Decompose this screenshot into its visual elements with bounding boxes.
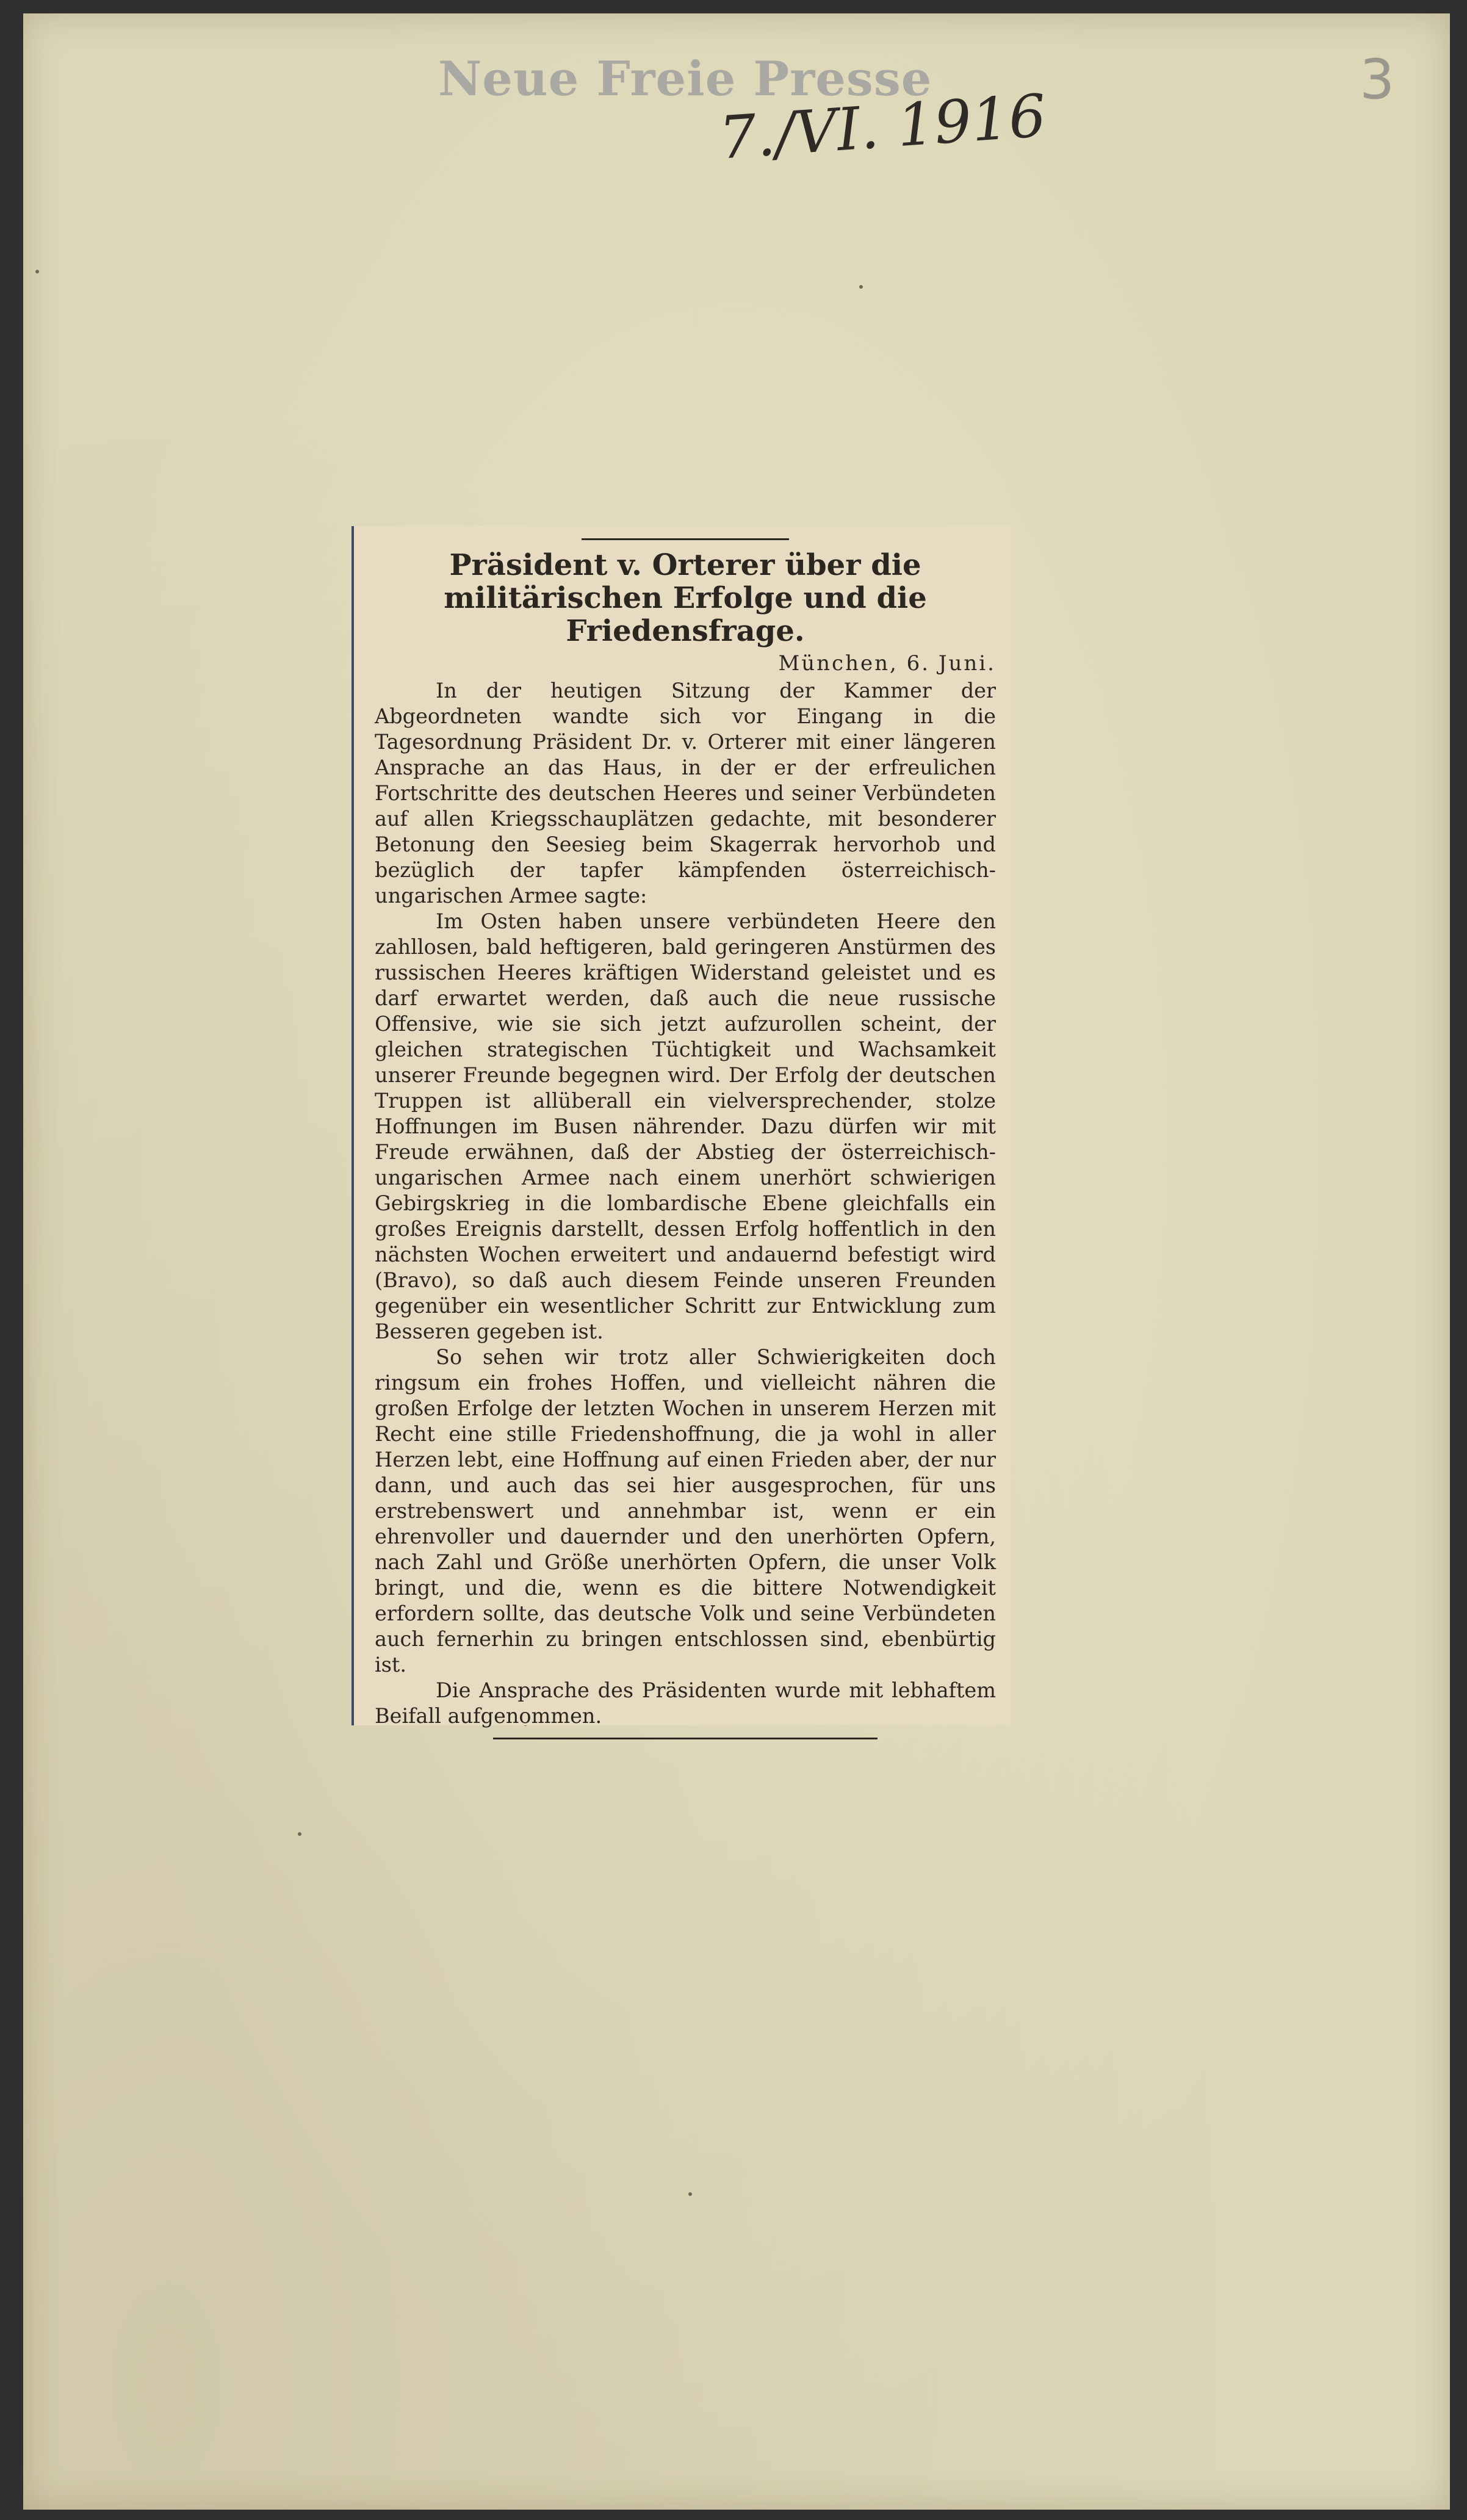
handwritten-date: 7./VI. 1916 — [716, 81, 1048, 173]
clipping-bottom-rule — [493, 1738, 878, 1739]
folio-number: 3 — [1360, 48, 1395, 112]
newspaper-clipping — [351, 526, 1011, 1728]
article-paragraph: In der heutigen Sitzung der Kammer der Abgeordneten wandte sich vor Eingang in die Tagesordnung Präsident Dr. v. Orterer mit einer längeren Ansprache an das Haus, in der er der erfreulichen Fortschritte des deutschen Heeres und seiner Verbündeten auf allen Kriegsschauplätzen gedachte, mit besonderer Betonung den Seesieg beim Skagerrak hervorhob und bezüglich der tapfer kämpfenden österreichisch-ungarischen Armee sagte: — [375, 679, 996, 908]
article-paragraph: Die Ansprache des Präsidenten wurde mit lebhaftem Beifall aufgenommen. — [375, 1678, 996, 1728]
paper-speck — [298, 1832, 301, 1836]
article-headline: Präsident v. Orterer über die militärischen Erfolge und die Friedensfrage. — [444, 548, 927, 648]
article-paragraph: Im Osten haben unsere verbündeten Heere den zahllosen, bald heftigeren, bald geringeren Anstürmen des russischen Heeres kräftigen Widerstand geleistet und es darf erwartet werden, daß auch die neue russische Offensive, wie sie sich jetzt aufzurollen scheint, der gleichen strategischen Tüchtigkeit und Wachsamkeit unserer Freunde begegnen wird. Der Erfolg der deutschen Truppen ist allüberall ein vielversprechender, stolze Hoffnungen im Busen nährender. Dazu dürfen wir mit Freude erwähnen, daß der Abstieg der österreichisch-ungarischen Armee nach einem unerhört schwierigen Gebirgskrieg in die lombardische Ebene gleichfalls ein großes Ereignis darstellt, dessen Erfolg hoffentlich in den nächsten Wochen erweitert und andauernd befestigt wird (Bravo), so daß auch diesem Feinde unseren Freunden gegenüber ein wesentlicher Schritt zur Entwicklung zum Besseren gegeben ist. — [375, 909, 996, 1343]
archive-sheet — [23, 13, 1450, 2510]
article-dateline: München, 6. Juni. — [778, 651, 996, 676]
article-paragraph: So sehen wir trotz aller Schwierigkeiten doch ringsum ein frohes Hoffen, und vielleicht nähren die großen Erfolge der letzten Wochen in unserem Herzen mit Recht eine stille Friedenshoffnung, die ja wohl in aller Herzen lebt, eine Hoffnung auf einen Frieden aber, der nur dann, und auch das sei hier ausgesprochen, für uns erstrebenswert und annehmbar ist, wenn er ein ehrenvoller und dauernder und den unerhörten Opfern, nach Zahl und Größe unerhörten Opfern, die unser Volk bringt, und die, wenn es die bittere Notwendigkeit erfordern sollte, das deutsche Volk und seine Verbündeten auch fernerhin zu bringen entschlossen sind, ebenbürtig ist. — [375, 1345, 996, 1677]
newspaper-name-stamp: Neue Freie Presse — [438, 51, 932, 107]
paper-speck — [35, 270, 39, 273]
clipping-top-rule — [582, 538, 789, 540]
paper-speck — [688, 2192, 692, 2196]
paper-speck — [859, 285, 863, 289]
